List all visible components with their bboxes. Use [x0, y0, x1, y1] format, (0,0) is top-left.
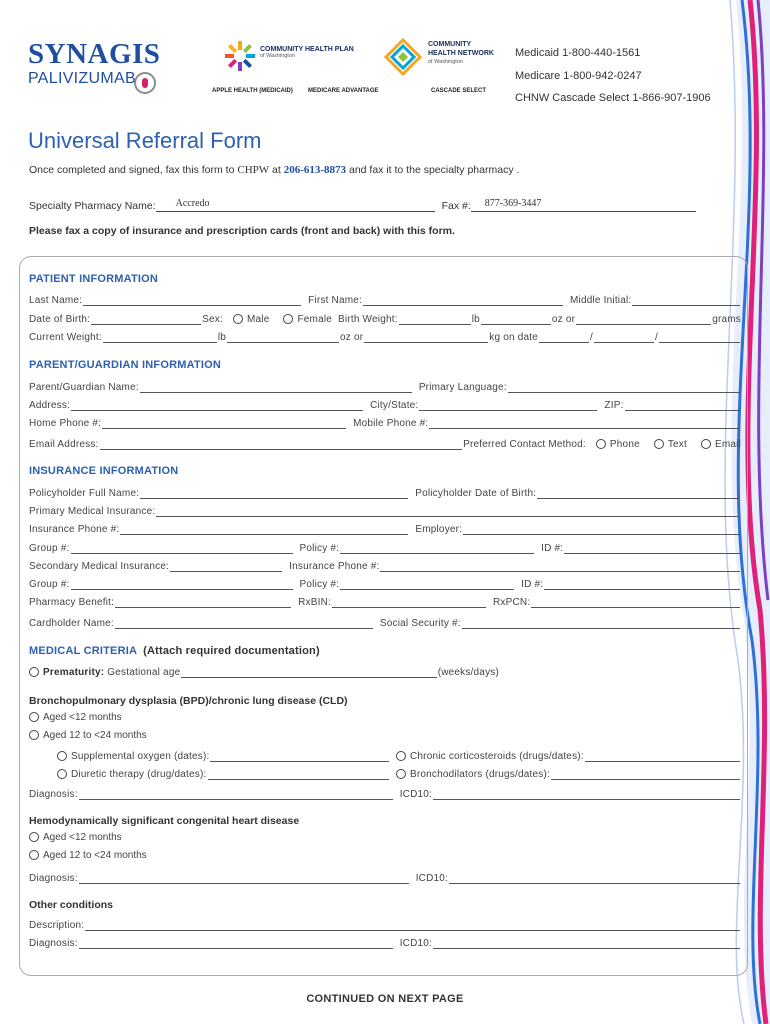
patient-weight-row: [29, 329, 741, 343]
address-field[interactable]: [71, 400, 363, 411]
insurance-phone-label: Insurance Phone #:: [29, 524, 120, 535]
current-weight-label: Current Weight:: [29, 332, 102, 343]
id-label: ID #:: [541, 543, 564, 554]
diuretic-row: [57, 766, 390, 780]
chnw-name-1: COMMUNITY: [428, 41, 472, 48]
gestational-age-field[interactable]: [181, 667, 436, 678]
guardian-phone-row: [29, 415, 741, 429]
bpd-aged-12-24: [29, 730, 147, 741]
group-label: Group #:: [29, 543, 70, 554]
medical-section-label: MEDICAL CRITERIA: [29, 645, 138, 657]
zip-label: ZIP:: [604, 400, 624, 411]
last-name-label: Last Name:: [29, 295, 83, 306]
home-phone-label: Home Phone #:: [29, 418, 102, 429]
oz-or-unit: oz or: [551, 314, 576, 325]
intro-part1: Once completed and signed, fax this form to: [29, 164, 238, 176]
prematurity-label: Prematurity:: [43, 667, 105, 678]
chd-aged-lt12-label: Aged <12 months: [43, 832, 122, 843]
policy-label: Policy #:: [299, 543, 340, 554]
secondary-insurance-row: [29, 558, 741, 572]
dob-field[interactable]: [91, 314, 201, 325]
other-diagnosis-field[interactable]: [79, 938, 393, 949]
contact-text-radio[interactable]: [654, 439, 664, 449]
weight-date-month[interactable]: [539, 332, 589, 343]
bpd-heading: Bronchopulmonary dysplasia (BPD)/chronic lung disease (CLD): [29, 695, 348, 707]
primary-insurance-label: Primary Medical Insurance:: [29, 506, 156, 517]
group-label-2: Group #:: [29, 579, 70, 590]
supp-oxygen-label: Supplemental oxygen (dates):: [71, 751, 210, 762]
ssn-field[interactable]: [462, 618, 740, 629]
pharmacy-row: [29, 200, 696, 212]
weight-date-year[interactable]: [659, 332, 740, 343]
pharmacy-name-label: Specialty Pharmacy Name:: [29, 200, 156, 212]
other-diagnosis-label: Diagnosis:: [29, 938, 78, 949]
bronchodilators-field[interactable]: [551, 769, 740, 780]
pharmacy-name-value: Accredo: [175, 198, 210, 209]
ssn-label: Social Security #:: [379, 618, 461, 629]
primary-insurance-field[interactable]: [156, 506, 740, 517]
chd-icd10-label: ICD10:: [415, 873, 449, 884]
diuretic-radio[interactable]: [57, 769, 67, 779]
bpd-aged-lt12-radio[interactable]: [29, 712, 39, 722]
secondary-insurance-label: Secondary Medical Insurance:: [29, 561, 170, 572]
intro-fax-number: 206-613-8873: [283, 164, 347, 176]
insurance-card-note: Please fax a copy of insurance and prescription cards (front and back) with this form.: [29, 225, 455, 237]
chd-aged-lt12-radio[interactable]: [29, 832, 39, 842]
other-description-label: Description:: [29, 920, 85, 931]
diuretic-label: Diuretic therapy (drug/dates):: [71, 769, 207, 780]
address-label: Address:: [29, 400, 71, 411]
sunburst-logo-icon: [224, 40, 256, 72]
other-icd10-label: ICD10:: [399, 938, 433, 949]
mobile-phone-label: Mobile Phone #:: [353, 418, 429, 429]
brand-name: SYNAGIS: [28, 38, 161, 70]
email-label: Email Address:: [29, 439, 99, 450]
other-diagnosis-row: [29, 935, 741, 949]
chp-name: COMMUNITY HEALTH PLAN: [260, 46, 354, 53]
weeks-days-label: (weeks/days): [437, 667, 499, 678]
city-state-label: City/State:: [370, 400, 419, 411]
intro-part3: and fax it to the specialty pharmacy .: [346, 164, 520, 176]
birth-weight-grams-field[interactable]: [576, 314, 711, 325]
contact-text-label: Text: [667, 439, 687, 450]
cardholder-label: Cardholder Name:: [29, 618, 114, 629]
pharmacy-benefit-row: [29, 594, 741, 608]
other-description-field[interactable]: [85, 920, 740, 931]
pharmacy-benefit-label: Pharmacy Benefit:: [29, 597, 115, 608]
page-title: Universal Referral Form: [28, 128, 262, 153]
rxpcn-field[interactable]: [531, 597, 740, 608]
patient-section-title: PATIENT INFORMATION: [29, 273, 159, 285]
secondary-group-row: [29, 576, 741, 590]
cortico-radio[interactable]: [396, 751, 406, 761]
chd-aged-12-24: [29, 850, 147, 861]
group-field-2[interactable]: [71, 579, 293, 590]
chd-diagnosis-row: [29, 870, 741, 884]
lb-unit-2: lb: [217, 332, 227, 343]
date-slash-2: /: [654, 332, 658, 343]
pharmacy-fax-field[interactable]: [471, 200, 696, 212]
weight-date-day[interactable]: [594, 332, 654, 343]
rxbin-label: RxBIN:: [298, 597, 331, 608]
cardholder-field[interactable]: [115, 618, 373, 629]
cortico-row: [396, 748, 741, 762]
policyholder-row: [29, 485, 741, 499]
chd-heading: Hemodynamically significant congenital heart disease: [29, 815, 300, 827]
other-description-row: [29, 917, 741, 931]
current-weight-lb-field[interactable]: [103, 332, 217, 343]
continued-footer: CONTINUED ON NEXT PAGE: [306, 993, 464, 1005]
id-field-2[interactable]: [544, 579, 740, 590]
dob-label: Date of Birth:: [29, 314, 91, 325]
bpd-diagnosis-label: Diagnosis:: [29, 789, 78, 800]
pharmacy-fax-label: Fax #:: [441, 200, 471, 212]
grams-unit: grams: [712, 314, 741, 325]
bpd-aged-12-24-label: Aged 12 to <24 months: [43, 730, 147, 741]
female-label: Female: [297, 314, 333, 325]
primary-group-row: [29, 540, 741, 554]
language-label: Primary Language:: [418, 382, 507, 393]
medical-section-title: [29, 645, 320, 657]
secondary-phone-label: Insurance Phone #:: [289, 561, 380, 572]
birth-weight-label: Birth Weight:: [338, 314, 398, 325]
middle-initial-field[interactable]: [632, 295, 740, 306]
chd-icd10-field[interactable]: [449, 873, 740, 884]
male-radio[interactable]: [233, 314, 243, 324]
chd-diagnosis-label: Diagnosis:: [29, 873, 78, 884]
policy-label-2: Policy #:: [299, 579, 340, 590]
chnw-name-2: HEALTH NETWORK: [428, 50, 494, 57]
middle-initial-label: Middle Initial:: [570, 295, 632, 306]
guardian-name-label: Parent/Guardian Name:: [29, 382, 139, 393]
cardholder-row: [29, 615, 741, 629]
patient-dob-row: [29, 311, 741, 325]
bpd-aged-lt12-label: Aged <12 months: [43, 712, 122, 723]
id-field[interactable]: [564, 543, 740, 554]
kg-on-date-label: kg on date: [489, 332, 538, 343]
chd-aged-lt12: [29, 832, 122, 843]
prematurity-row: [29, 664, 499, 678]
chp-caption-medicare: MEDICARE ADVANTAGE: [308, 88, 379, 94]
oz-or-unit-2: oz or: [340, 332, 364, 343]
supp-oxygen-radio[interactable]: [57, 751, 67, 761]
male-label: Male: [246, 314, 270, 325]
mother-child-icon: [134, 72, 156, 94]
medicaid-phone: Medicaid 1-800-440-1561: [515, 47, 641, 59]
insurance-phone-field[interactable]: [120, 524, 408, 535]
chp-caption-medicaid: APPLE HEALTH (MEDICAID): [212, 88, 293, 94]
rxpcn-label: RxPCN:: [492, 597, 531, 608]
insurance-section-title: INSURANCE INFORMATION: [29, 465, 179, 477]
intro-text: [29, 164, 519, 176]
bronchodilators-radio[interactable]: [396, 769, 406, 779]
bpd-diagnosis-field[interactable]: [79, 789, 393, 800]
secondary-phone-field[interactable]: [380, 561, 740, 572]
diamond-logo-icon: [384, 38, 422, 76]
rxbin-field[interactable]: [332, 597, 486, 608]
insurance-phone-row: [29, 521, 741, 535]
supp-oxygen-field[interactable]: [210, 751, 389, 762]
birth-weight-lb-field[interactable]: [399, 314, 471, 325]
medicare-phone: Medicare 1-800-942-0247: [515, 69, 642, 82]
first-name-label: First Name:: [308, 295, 363, 306]
diuretic-field[interactable]: [208, 769, 389, 780]
intro-part2: at: [269, 164, 284, 176]
bpd-aged-12-24-radio[interactable]: [29, 730, 39, 740]
guardian-section-title: PARENT/GUARDIAN INFORMATION: [29, 359, 221, 371]
id-label-2: ID #:: [521, 579, 544, 590]
primary-insurance-row: [29, 503, 741, 517]
bpd-diagnosis-row: [29, 786, 741, 800]
contact-email-radio[interactable]: [701, 439, 711, 449]
chnw-phone: CHNW Cascade Select 1-866-907-1906: [515, 92, 711, 104]
city-state-field[interactable]: [419, 400, 597, 411]
bpd-aged-lt12: [29, 712, 122, 723]
home-phone-field[interactable]: [102, 418, 346, 429]
guardian-name-row: [29, 379, 741, 393]
other-icd10-field[interactable]: [433, 938, 740, 949]
pharmacy-name-field[interactable]: [156, 200, 435, 212]
employer-field[interactable]: [463, 524, 740, 535]
pharmacy-benefit-field[interactable]: [115, 597, 291, 608]
medical-section-aux: (Attach required documentation): [143, 645, 320, 657]
brand-subtitle: PALIVIZUMAB: [28, 70, 136, 87]
chnw-sub: of Washington: [428, 59, 463, 65]
intro-org: CHPW: [237, 164, 270, 176]
date-slash: /: [589, 332, 593, 343]
secondary-insurance-field[interactable]: [170, 561, 282, 572]
chd-aged-12-24-label: Aged 12 to <24 months: [43, 850, 147, 861]
holder-name-label: Policyholder Full Name:: [29, 488, 140, 499]
chnw-caption: CASCADE SELECT: [431, 88, 487, 94]
mobile-phone-field[interactable]: [429, 418, 740, 429]
synagis-logo: [28, 40, 160, 88]
patient-name-row: [29, 292, 741, 306]
holder-dob-label: Policyholder Date of Birth:: [415, 488, 537, 499]
zip-field[interactable]: [625, 400, 740, 411]
sex-label: Sex:: [202, 314, 223, 325]
policy-field-2[interactable]: [340, 579, 514, 590]
pharmacy-fax-value: 877-369-3447: [484, 198, 542, 209]
female-radio[interactable]: [283, 314, 293, 324]
policy-field[interactable]: [340, 543, 534, 554]
guardian-email-row: [29, 436, 741, 450]
contact-method-label: Preferred Contact Method:: [463, 439, 586, 450]
contact-phone-radio[interactable]: [596, 439, 606, 449]
gestational-age-label: Gestational age: [107, 667, 181, 678]
bronchodilators-row: [396, 766, 741, 780]
email-field[interactable]: [100, 439, 463, 450]
current-weight-oz-field[interactable]: [227, 332, 339, 343]
current-weight-kg-field[interactable]: [364, 332, 488, 343]
first-name-field[interactable]: [363, 295, 563, 306]
employer-label: Employer:: [415, 524, 463, 535]
chp-sub: of Washington: [260, 53, 295, 59]
bpd-icd10-label: ICD10:: [399, 789, 433, 800]
birth-weight-oz-field[interactable]: [481, 314, 551, 325]
phone-numbers: [515, 42, 711, 110]
holder-dob-field[interactable]: [537, 488, 740, 499]
last-name-field[interactable]: [83, 295, 301, 306]
bronchodilators-label: Bronchodilators (drugs/dates):: [410, 769, 550, 780]
group-field[interactable]: [71, 543, 293, 554]
guardian-name-field[interactable]: [140, 382, 412, 393]
bpd-icd10-field[interactable]: [433, 789, 740, 800]
other-heading: Other conditions: [29, 899, 113, 911]
holder-name-field[interactable]: [140, 488, 408, 499]
supp-oxygen-row: [57, 748, 390, 762]
contact-email-label: Email: [714, 439, 741, 450]
language-field[interactable]: [508, 382, 740, 393]
cortico-field[interactable]: [585, 751, 740, 762]
cortico-label: Chronic corticosteroids (drugs/dates):: [410, 751, 584, 762]
guardian-address-row: [29, 397, 741, 411]
lb-unit: lb: [471, 314, 480, 325]
chd-diagnosis-field[interactable]: [79, 873, 409, 884]
chd-aged-12-24-radio[interactable]: [29, 850, 39, 860]
prematurity-radio[interactable]: [29, 667, 39, 677]
contact-phone-label: Phone: [609, 439, 640, 450]
